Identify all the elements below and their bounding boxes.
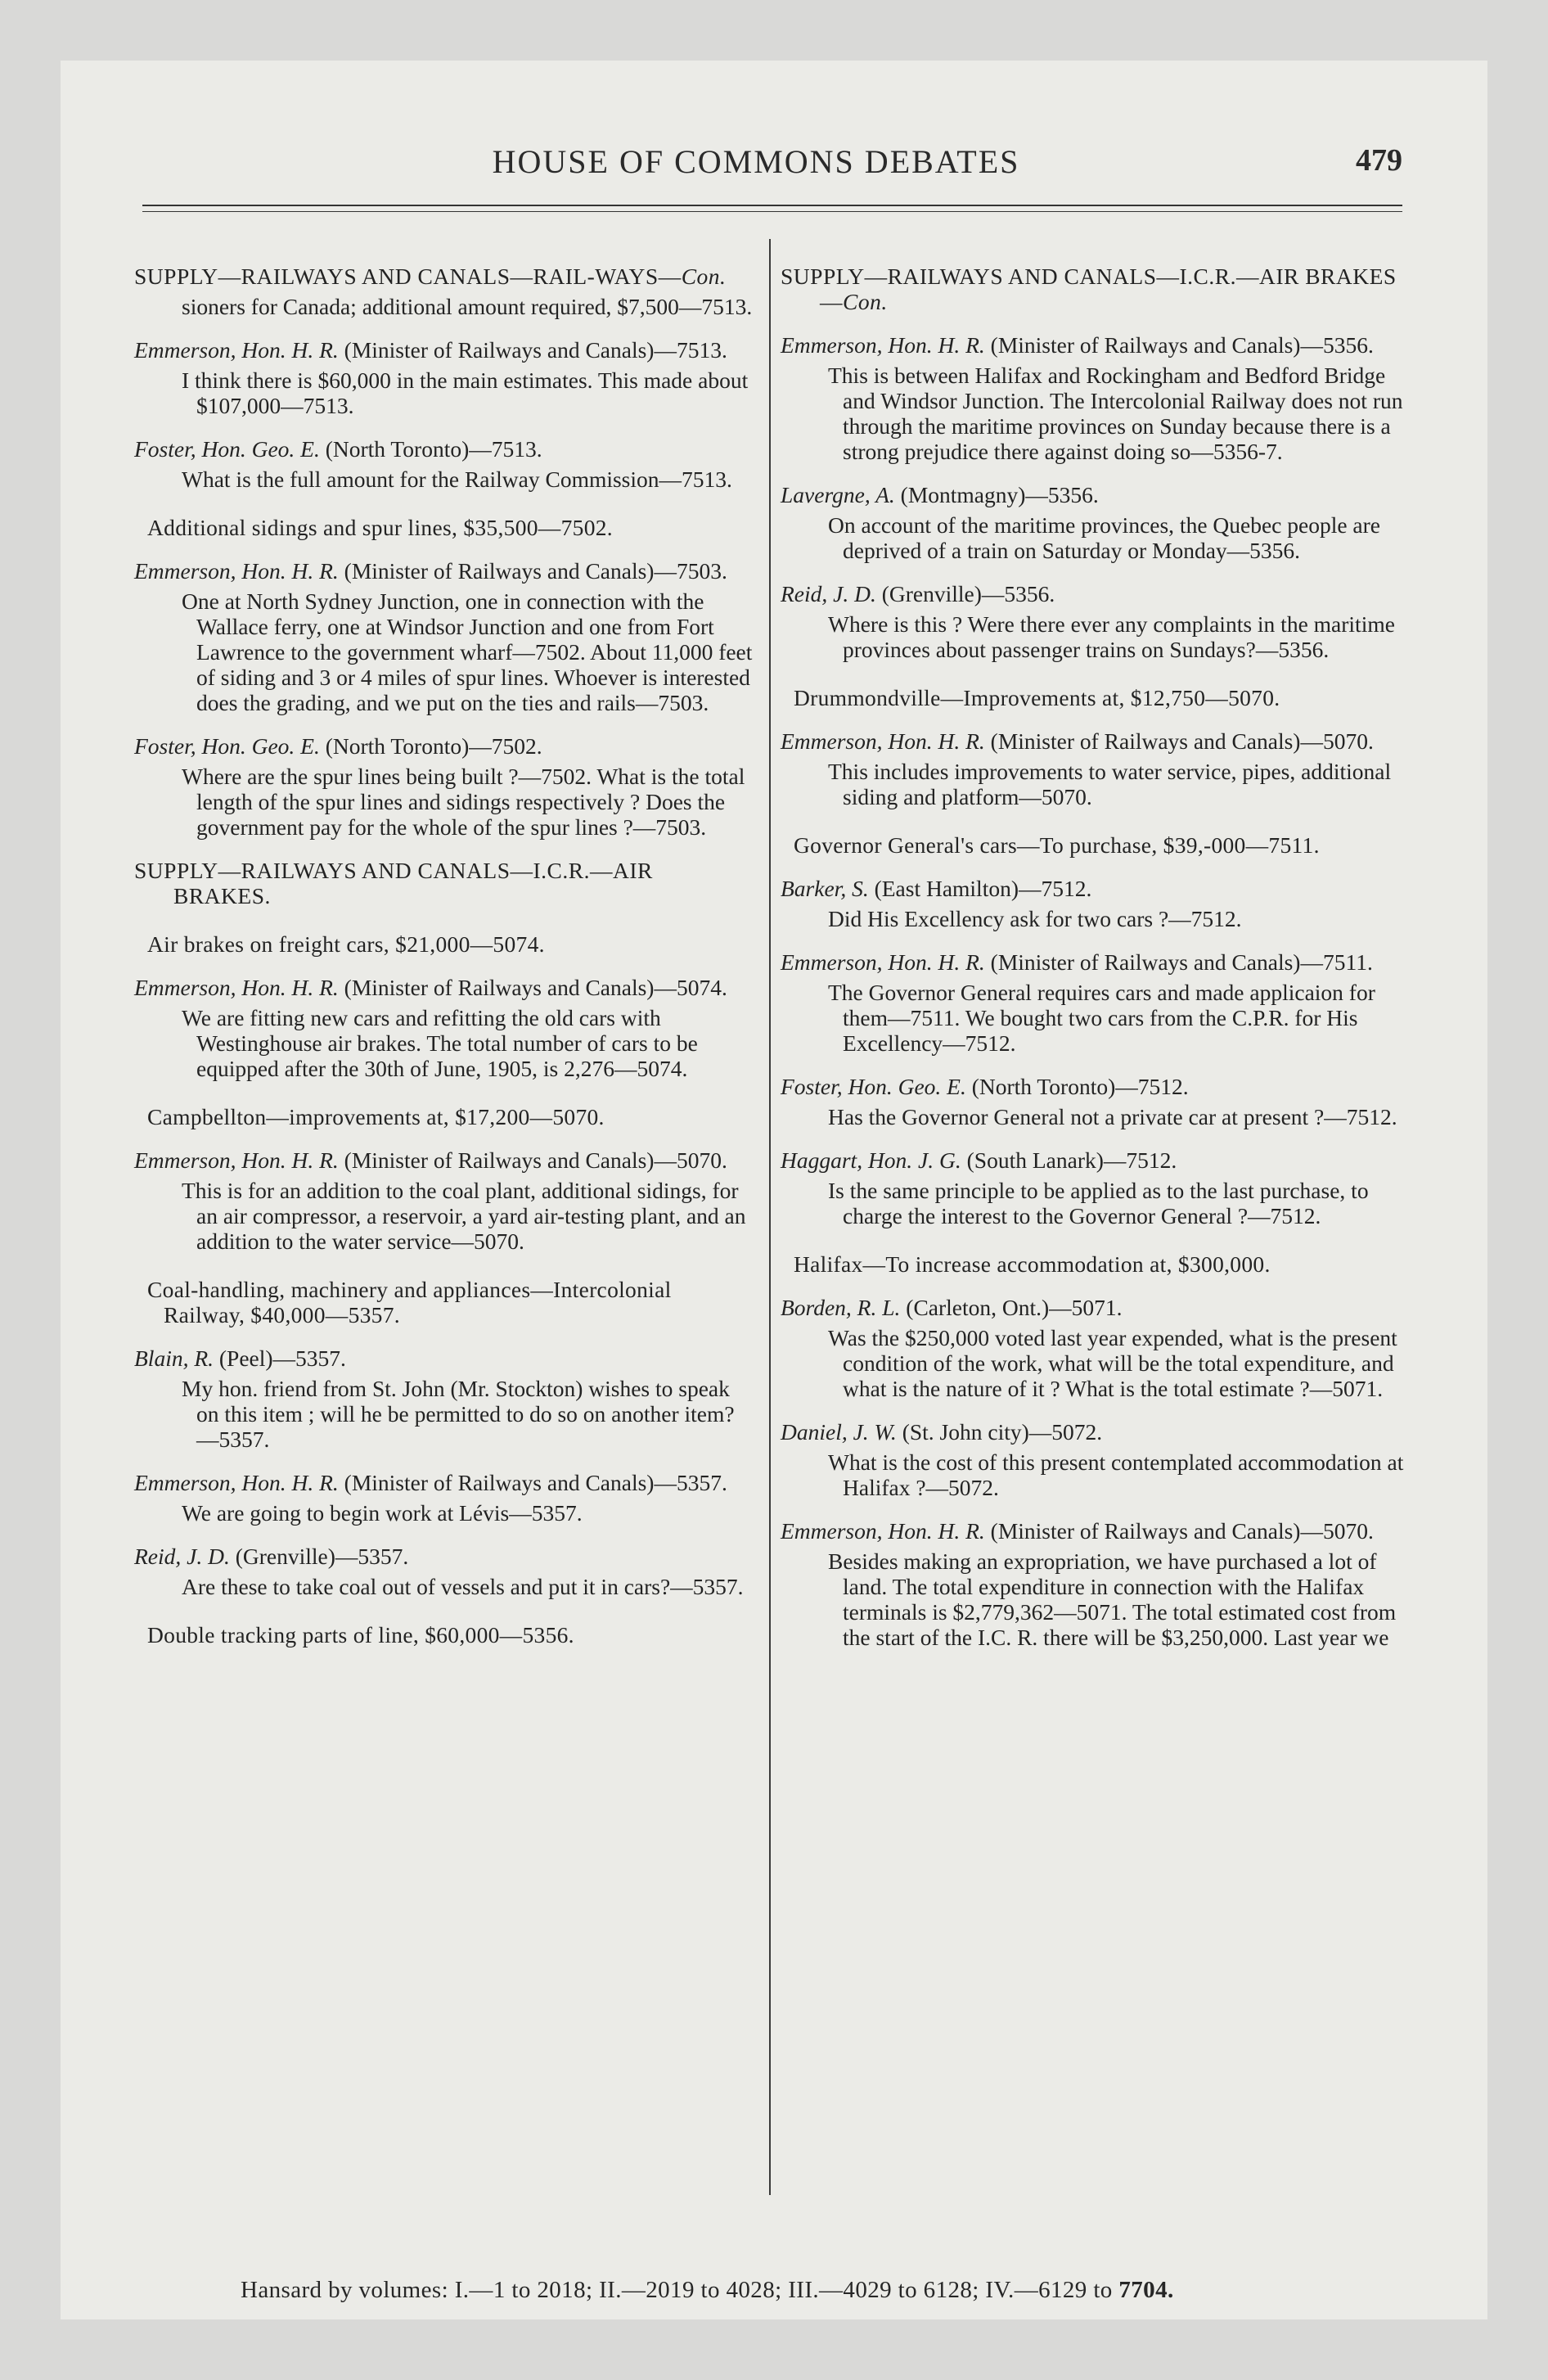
remark-text: I think there is $60,000 in the main estimates. This made about $107,000—7513. (182, 367, 749, 418)
estimate-item: Drummondville—Improvements at, $12,750—5070. (794, 685, 1280, 710)
speaker-reference: (Grenville)—5356. (881, 581, 1055, 606)
remark-text: This is for an addition to the coal plant, additional sidings, for an air compressor, a reservoir, a yard air-testing plant, and an addition to the water service—5070. (182, 1178, 746, 1254)
speaker-name: Emmerson, Hon. H. R. (134, 1470, 339, 1495)
speaker-name: Barker, S. (781, 876, 869, 901)
speaker-entry (134, 1346, 756, 1371)
speaker-name: Emmerson, Hon. H. R. (134, 1147, 339, 1173)
speaker-entry (134, 337, 756, 363)
section-heading-text: SUPPLY—RAILWAYS AND CANALS—I.C.R.—AIR BRAKES— (781, 264, 1397, 314)
speaker-name: Foster, Hon. Geo. E. (781, 1074, 966, 1099)
speaker-reference: (North Toronto)—7502. (325, 733, 542, 759)
column-divider (769, 239, 771, 2195)
remark-text: We are going to begin work at Lévis—5357. (182, 1500, 583, 1526)
speaker-reference: (Minister of Railways and Canals)—5070. (990, 728, 1374, 754)
speaker-entry (134, 436, 756, 462)
speaker-name: Emmerson, Hon. H. R. (134, 558, 339, 584)
remark-text: Was the $250,000 voted last year expended, what is the present condition of the work, what will be the total expenditure, and what is the nature of it ? What is the total estimate ?—5071. (828, 1325, 1397, 1401)
speaker-entry (134, 733, 756, 759)
section-heading (134, 858, 756, 908)
speaker-name: Foster, Hon. Geo. E. (134, 436, 320, 462)
speaker-entry (781, 876, 1406, 901)
speaker-name: Borden, R. L. (781, 1295, 901, 1320)
remark-text: sioners for Canada; additional amount required, $7,500—7513. (182, 294, 753, 319)
estimate-item: Air brakes on freight cars, $21,000—5074. (147, 931, 545, 957)
header-rule-thick (142, 205, 1402, 206)
speaker-name: Lavergne, A. (781, 482, 895, 507)
speaker-entry (134, 1147, 756, 1173)
speaker-reference: (Peel)—5357. (218, 1346, 346, 1371)
speaker-reference: (North Toronto)—7512. (971, 1074, 1189, 1099)
speaker-entry (781, 1295, 1406, 1320)
header-rule-thin (142, 211, 1402, 212)
footer-last-number: 7704. (1118, 2277, 1174, 2303)
remark-text: Is the same principle to be applied as to the last purchase, to charge the interest to the Governor General ?—7512. (828, 1178, 1369, 1228)
speaker-entry (134, 558, 756, 584)
speaker-entry (781, 728, 1406, 754)
speaker-reference: (Minister of Railways and Canals)—7511. (990, 949, 1373, 975)
estimate-item: Halifax—To increase accommodation at, $300,000. (794, 1251, 1271, 1277)
speaker-reference: (Minister of Railways and Canals)—5070. (344, 1147, 727, 1173)
speaker-reference: (Montmagny)—5356. (900, 482, 1099, 507)
speaker-entry (781, 581, 1406, 606)
speaker-name: Emmerson, Hon. H. R. (134, 975, 339, 1000)
speaker-entry (781, 332, 1406, 358)
footer-volume-index (241, 2277, 1174, 2304)
remark-text: This is between Halifax and Rockingham and Bedford Bridge and Windsor Junction. The Intercolonial Railway does not run through the maritime provinces on Sunday because there is a strong prejudice there against doing so—5356-7. (828, 363, 1403, 464)
continued-mark: Con. (843, 289, 888, 314)
speaker-name: Emmerson, Hon. H. R. (781, 728, 985, 754)
speaker-name: Daniel, J. W. (781, 1419, 897, 1445)
remark-text: This includes improvements to water service, pipes, additional siding and platform—5070. (828, 759, 1392, 809)
speaker-reference: (Minister of Railways and Canals)—7503. (344, 558, 727, 584)
remark-text: What is the cost of this present contemplated accommodation at Halifax ?—5072. (828, 1449, 1404, 1500)
speaker-name: Emmerson, Hon. H. R. (781, 1518, 985, 1544)
speaker-name: Blain, R. (134, 1346, 214, 1371)
section-heading (781, 264, 1406, 314)
speaker-entry (134, 1544, 756, 1569)
continued-mark: Con. (681, 264, 727, 289)
remark-text: Where are the spur lines being built ?—7502. What is the total length of the spur lines and sidings respectively ? Does the government pay for the whole of the spur lines ?—7503. (182, 764, 745, 840)
speaker-reference: (St. John city)—5072. (902, 1419, 1103, 1445)
speaker-reference: (Minister of Railways and Canals)—5074. (344, 975, 727, 1000)
speaker-entry (781, 949, 1406, 975)
remark-text: The Governor General requires cars and made applicaion for them—7511. We bought two cars from the C.P.R. for His Excellency—7512. (828, 980, 1375, 1056)
speaker-name: Foster, Hon. Geo. E. (134, 733, 320, 759)
remark-text: On account of the maritime provinces, the Quebec people are deprived of a train on Saturday or Monday—5356. (828, 512, 1380, 563)
speaker-name: Reid, J. D. (134, 1544, 230, 1569)
page-number: 479 (1356, 143, 1402, 178)
speaker-entry (781, 482, 1406, 507)
estimate-item: Additional sidings and spur lines, $35,500—7502. (147, 515, 613, 540)
remark-text: Besides making an expropriation, we have purchased a lot of land. The total expenditure in connection with the Halifax terminals is $2,779,362—5071. The total estimated cost from the start of the I.C. R. there will be $3,250,000. Last year we (828, 1548, 1397, 1650)
running-head (110, 142, 1402, 188)
remark-text: Did His Excellency ask for two cars ?—7512. (828, 906, 1242, 931)
speaker-reference: (South Lanark)—7512. (966, 1147, 1177, 1173)
remark-text: We are fitting new cars and refitting the old cars with Westinghouse air brakes. The total number of cars to be equipped after the 30th of June, 1905, is 2,276—5074. (182, 1005, 698, 1081)
speaker-entry (781, 1147, 1406, 1173)
speaker-reference: (Grenville)—5357. (235, 1544, 409, 1569)
speaker-name: Emmerson, Hon. H. R. (134, 337, 339, 363)
section-heading (134, 264, 756, 289)
speaker-name: Emmerson, Hon. H. R. (781, 332, 985, 358)
remark-text: Has the Governor General not a private car at present ?—7512. (828, 1104, 1397, 1129)
speaker-reference: (Minister of Railways and Canals)—5070. (990, 1518, 1374, 1544)
estimate-item: Double tracking parts of line, $60,000—5356. (147, 1622, 574, 1648)
right-column (781, 246, 1406, 1650)
speaker-reference: (Minister of Railways and Canals)—5356. (990, 332, 1374, 358)
page (61, 61, 1487, 2319)
speaker-entry (781, 1419, 1406, 1445)
speaker-reference: (Minister of Railways and Canals)—5357. (344, 1470, 727, 1495)
footer-text: Hansard by volumes: I.—1 to 2018; II.—2019 to 4028; III.—4029 to 6128; IV.—6129 to (241, 2277, 1119, 2303)
section-heading-text: SUPPLY—RAILWAYS AND CANALS—RAIL-WAYS— (134, 264, 682, 289)
speaker-name: Emmerson, Hon. H. R. (781, 949, 985, 975)
remark-text: My hon. friend from St. John (Mr. Stockton) wishes to speak on this item ; will he be permitted to do so on another item?—5357. (182, 1376, 735, 1452)
remark-text: Are these to take coal out of vessels and put it in cars?—5357. (182, 1574, 744, 1599)
estimate-item: Governor General's cars—To purchase, $39,-000—7511. (794, 832, 1320, 858)
speaker-name: Reid, J. D. (781, 581, 876, 606)
speaker-entry (781, 1518, 1406, 1544)
remark-text: Where is this ? Were there ever any complaints in the maritime provinces about passenger trains on Sundays?—5356. (828, 611, 1395, 662)
speaker-entry (134, 1470, 756, 1495)
left-column (134, 246, 756, 1648)
speaker-reference: (Minister of Railways and Canals)—7513. (344, 337, 727, 363)
estimate-item: Campbellton—improvements at, $17,200—5070. (147, 1104, 605, 1129)
remark-text: One at North Sydney Junction, one in connection with the Wallace ferry, one at Windsor Junction and one from Fort Lawrence to the government wharf—7502. About 11,000 feet of siding and 3 or 4 miles of spur lines. Whoever is interested does the grading, and we put on the ties and rails—7503. (182, 588, 753, 715)
page-title: HOUSE OF COMMONS DEBATES (492, 143, 1020, 180)
speaker-entry (781, 1074, 1406, 1099)
estimate-item: Coal-handling, machinery and appliances—Intercolonial Railway, $40,000—5357. (147, 1277, 672, 1327)
speaker-reference: (East Hamilton)—7512. (874, 876, 1092, 901)
speaker-reference: (Carleton, Ont.)—5071. (906, 1295, 1123, 1320)
speaker-entry (134, 975, 756, 1000)
remark-text: What is the full amount for the Railway Commission—7513. (182, 467, 732, 492)
speaker-name: Haggart, Hon. J. G. (781, 1147, 961, 1173)
speaker-reference: (North Toronto)—7513. (325, 436, 542, 462)
section-heading-text: SUPPLY—RAILWAYS AND CANALS—I.C.R.—AIR BRAKES. (134, 858, 653, 908)
